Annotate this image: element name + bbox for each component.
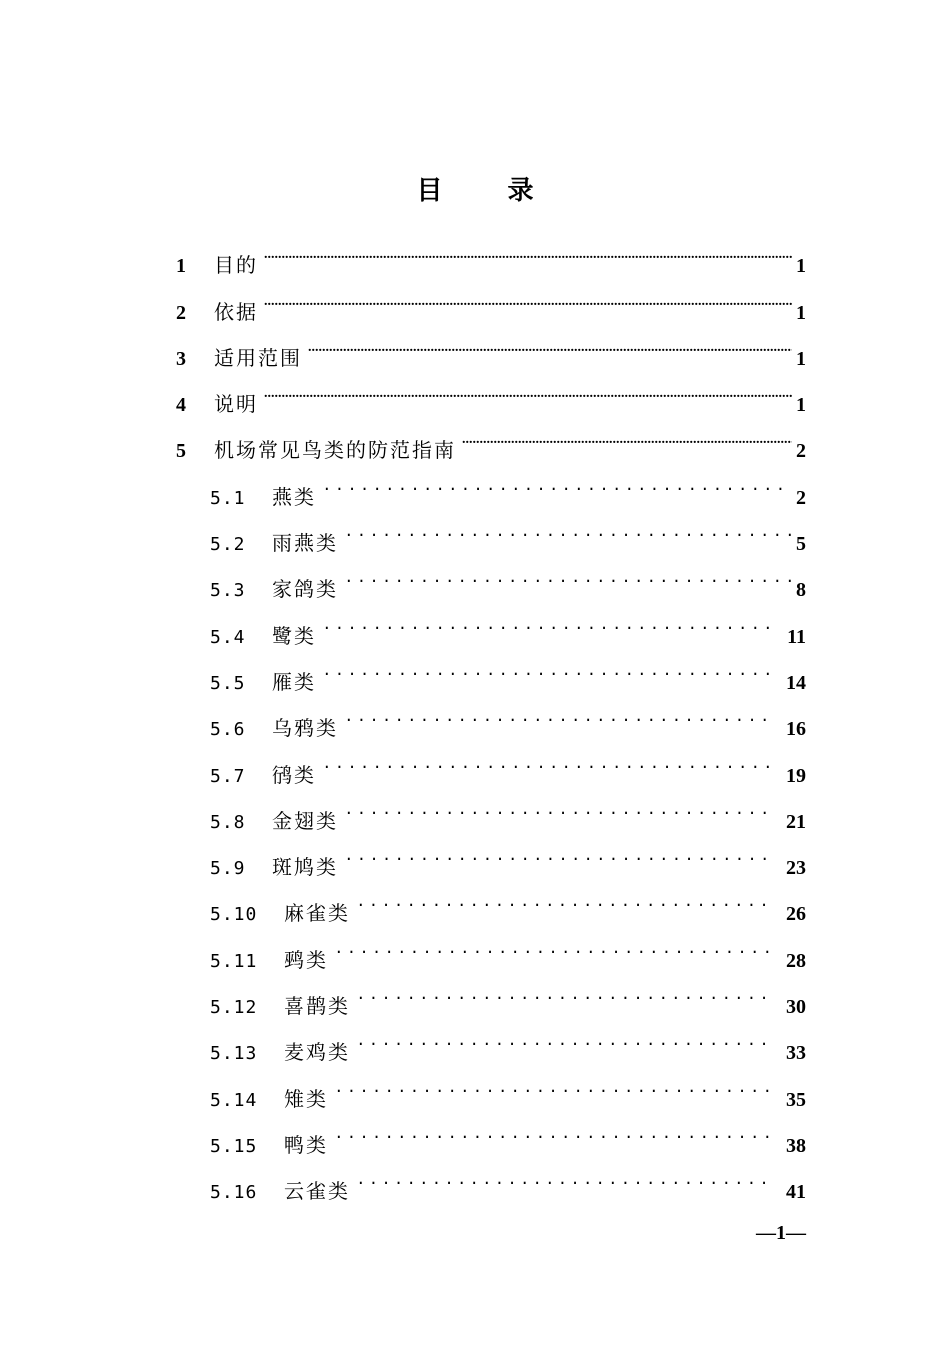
toc-subentry-number: 5.4 [210,626,246,648]
dot-leader [322,596,770,642]
page-number: —1— [756,1222,806,1244]
toc-subentry-number: 5.15 [210,1135,258,1157]
toc-subentry-page: 5 [796,533,806,556]
toc-subentry-number: 5.2 [210,534,246,556]
toc-entry-page: 1 [796,394,806,417]
toc-subentry-page: 28 [786,949,806,972]
toc-entry[interactable] [176,365,806,417]
toc-entry-number: 5 [176,440,186,463]
toc-subentry-page: 14 [786,671,806,694]
toc-entry-label: 依据 [214,299,258,324]
toc-entry-page: 1 [796,347,806,370]
dot-leader [264,272,792,318]
dot-leader [322,457,792,503]
dot-leader [344,550,792,596]
dot-leader [344,689,770,735]
dot-leader [344,828,770,874]
dot-leader [344,782,770,828]
toc-entry-number: 3 [176,347,186,370]
toc-entry[interactable] [176,272,806,324]
toc-subentry-number: 5.6 [210,719,246,741]
toc-subentry-page: 23 [786,857,806,880]
toc-entry[interactable] [176,226,806,278]
toc-entry-number: 2 [176,301,186,324]
toc-entry-label: 适用范围 [214,345,302,370]
dot-leader [356,874,770,920]
toc-entry-page: 2 [796,440,806,463]
dot-leader [356,967,770,1013]
toc-subentry-page: 11 [787,625,806,648]
toc-subentry-number: 5.9 [210,858,246,880]
dot-leader [356,1152,770,1198]
toc-subentry-page: 19 [786,764,806,787]
dot-leader [264,365,792,411]
dot-leader [334,1059,770,1105]
toc-subentry-number: 5.13 [210,1043,258,1065]
toc-subentry-label: 斑鸠类 [272,855,338,880]
toc-subentry-number: 5.10 [210,904,258,926]
toc-subentry-page: 26 [786,903,806,926]
toc-subentry-page: 35 [786,1088,806,1111]
dot-leader [356,1013,770,1059]
toc-subentry-label: 金翅类 [272,808,338,833]
dot-leader [322,735,770,781]
toc-subentry-label: 乌鸦类 [272,716,338,741]
toc-subentry-page: 21 [786,810,806,833]
toc-title: 目 录 [416,176,562,206]
toc-subentry-number: 5.3 [210,580,246,602]
dot-leader [462,411,792,457]
dot-leader [334,920,770,966]
toc-subentry-number: 5.8 [210,811,246,833]
toc-entry-label: 目的 [214,253,258,278]
toc-subentry-page: 2 [796,486,806,509]
toc-subentry-label: 云雀类 [284,1179,350,1204]
dot-leader [334,1106,770,1152]
toc-subentry-page: 33 [786,1042,806,1065]
toc-subentry-label: 鹀类 [284,947,328,972]
dot-leader [264,226,792,272]
table-of-contents [176,226,806,1204]
toc-subentry-number: 5.12 [210,997,258,1019]
toc-subentry-number: 5.16 [210,1182,258,1204]
toc-subentry-label: 喜鹊类 [284,994,350,1019]
toc-subentry-page: 16 [786,718,806,741]
toc-subentry-label: 雉类 [284,1086,328,1111]
toc-entry-label: 说明 [214,392,258,417]
toc-subentry-page: 41 [786,1181,806,1204]
toc-subentry-label: 鸻类 [272,762,316,787]
toc-entry[interactable] [176,319,806,370]
toc-subentry-label: 鹭类 [272,623,316,648]
toc-entry-label: 机场常见鸟类的防范指南 [214,438,456,463]
toc-subentry-label: 麻雀类 [284,901,350,926]
dot-leader [344,504,792,550]
dot-leader [308,319,792,365]
toc-subentry-page: 38 [786,1134,806,1157]
toc-subentry-label: 麦鸡类 [284,1040,350,1065]
toc-subentry-label: 雨燕类 [272,531,338,556]
toc-subentry-label: 燕类 [272,484,316,509]
toc-entry-number: 1 [176,255,186,278]
toc-subentry-number: 5.1 [210,487,246,509]
toc-subentry-number: 5.11 [210,950,258,972]
toc-entry-page: 1 [796,301,806,324]
toc-subentry-page: 30 [786,996,806,1019]
toc-entry[interactable] [176,411,806,463]
toc-subentry-number: 5.14 [210,1089,258,1111]
toc-subentry-label: 鸭类 [284,1132,328,1157]
toc-entry-number: 4 [176,394,186,417]
toc-subentry-number: 5.7 [210,765,246,787]
toc-subentry-label: 雁类 [272,669,316,694]
toc-subentry-page: 8 [796,579,806,602]
toc-subentry-number: 5.5 [210,672,246,694]
toc-subentry-label: 家鸽类 [272,577,338,602]
dot-leader [322,643,770,689]
toc-entry-page: 1 [796,255,806,278]
